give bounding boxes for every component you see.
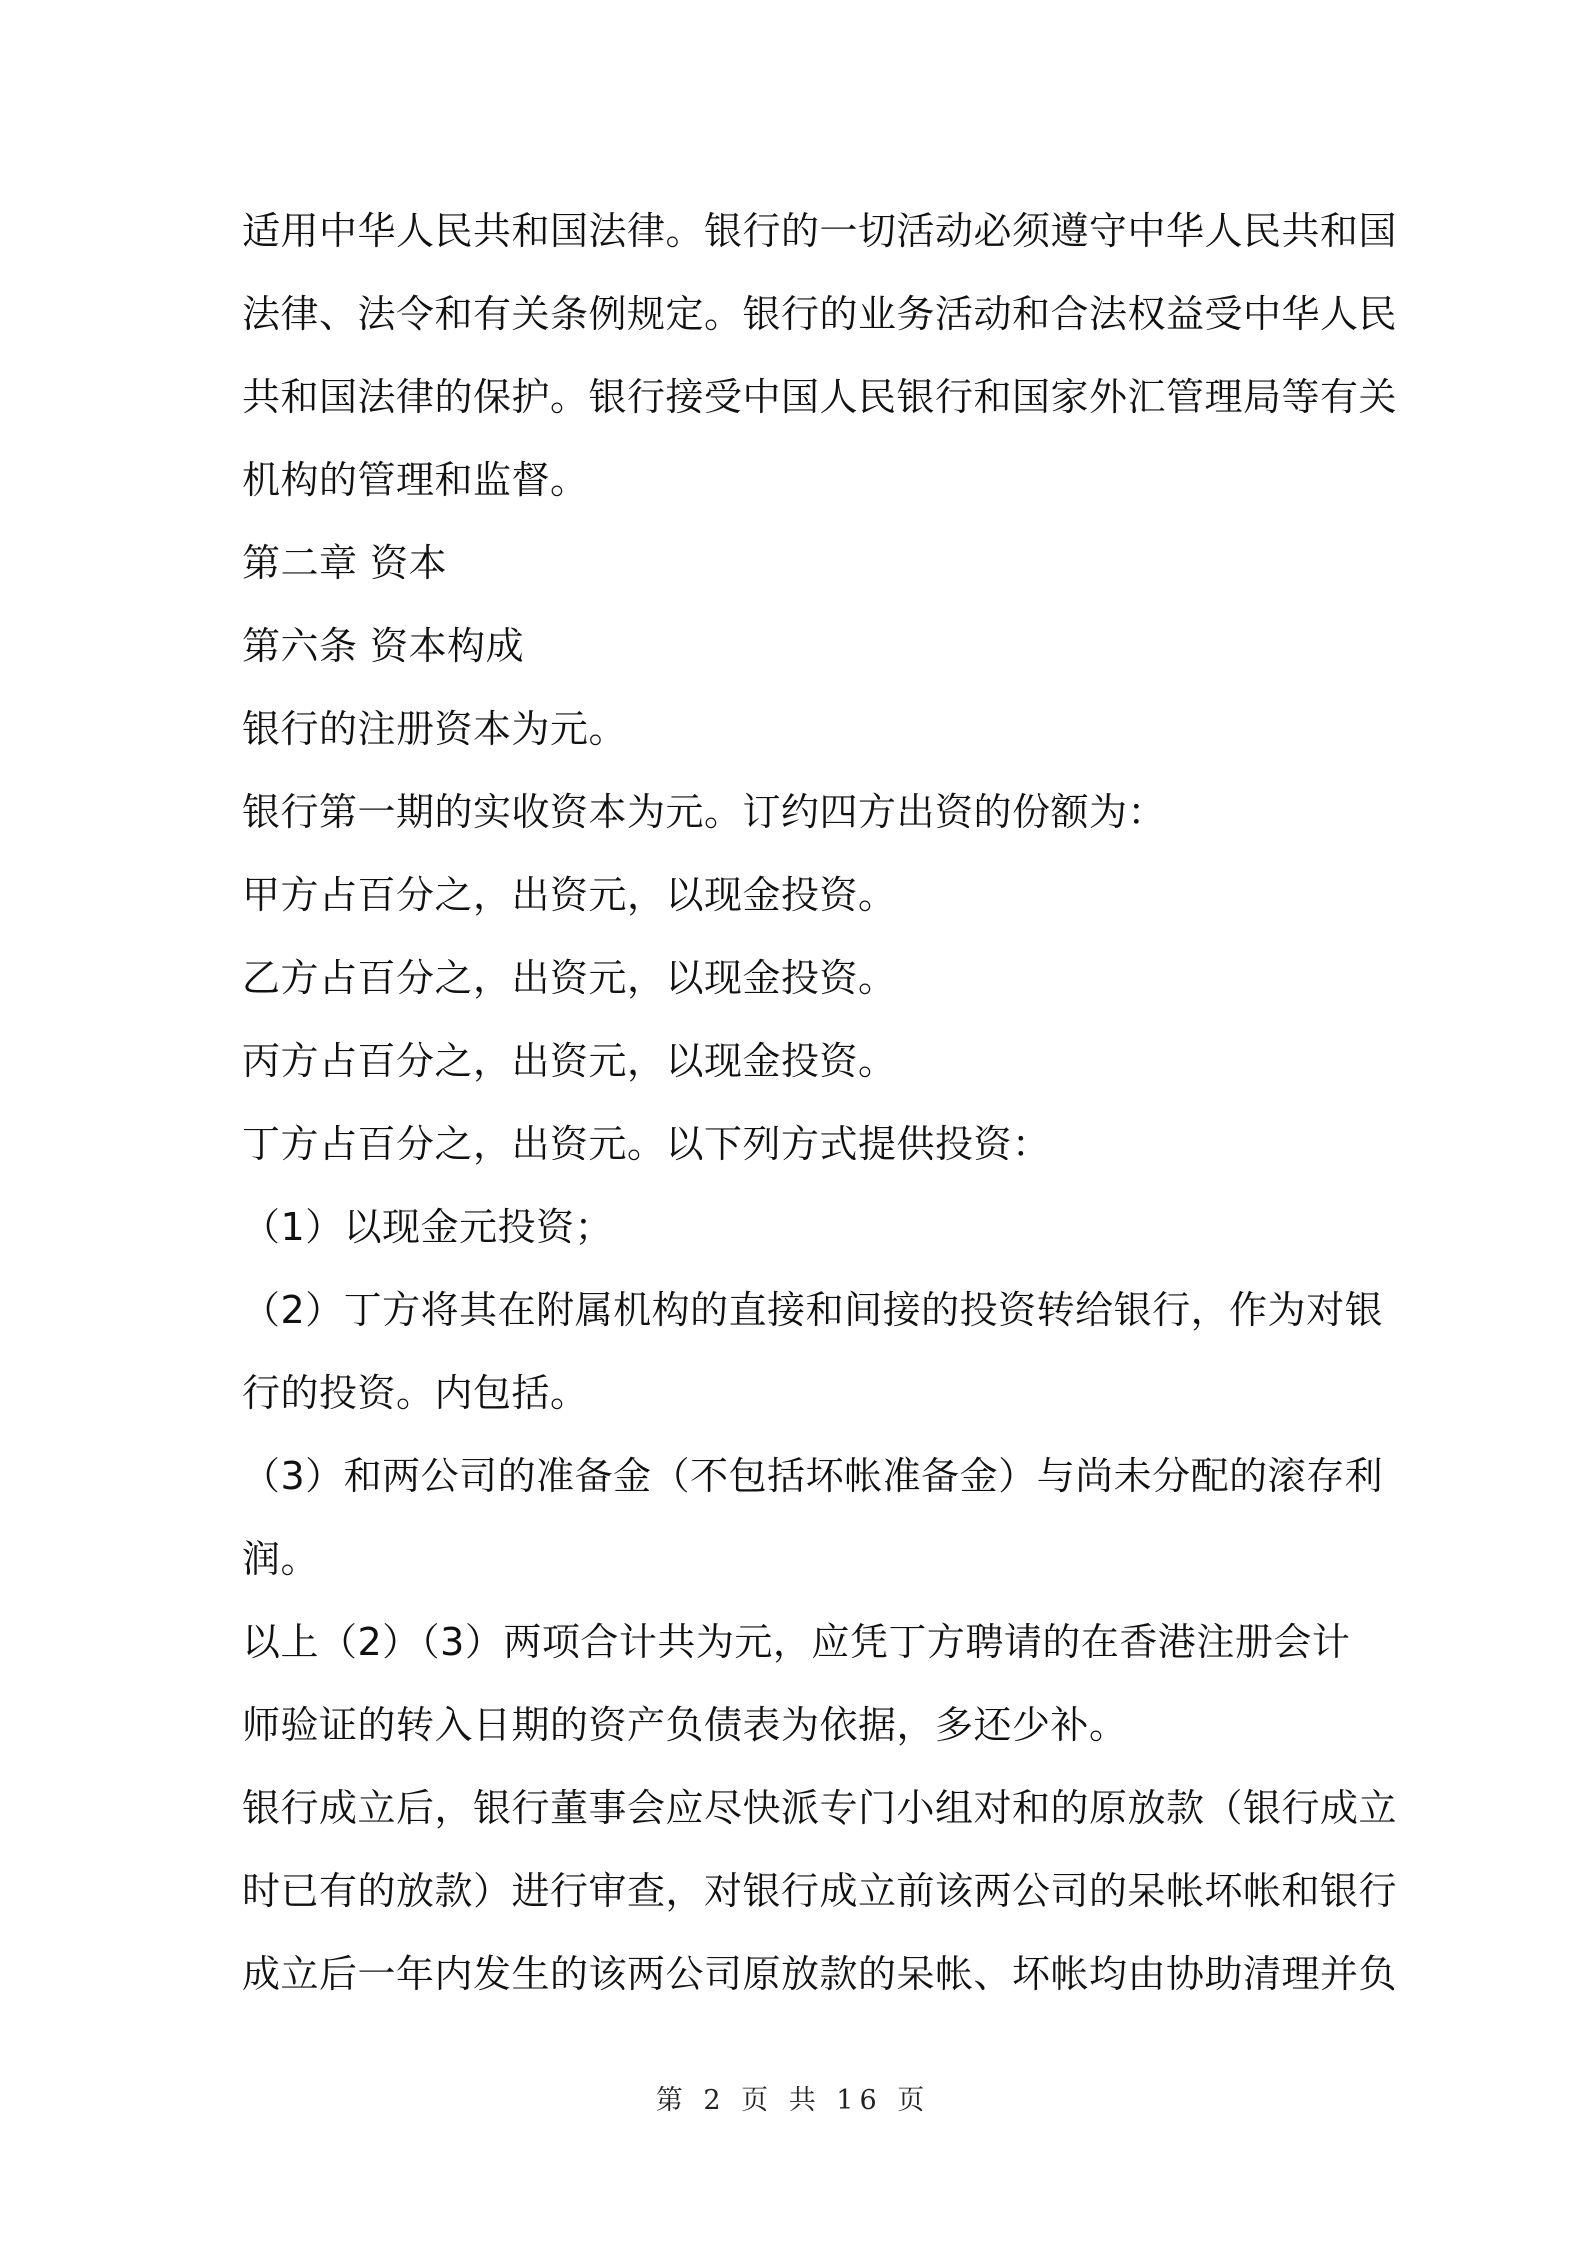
text-line: 甲方占百分之，出资元，以现金投资。 [242,873,897,917]
text-line: 以上（2）（3）两项合计共为元，应凭丁方聘请的在香港注册会计 [242,1620,1351,1664]
list-item: （1）以现金元投资； [242,1205,614,1249]
text-line: 法律、法令和有关条例规定。银行的业务活动和合法权益受中华人民 [242,292,1398,336]
text-line: 时已有的放款）进行审查，对银行成立前该两公司的呆帐坏帐和银行 [242,1869,1398,1913]
text-line: 银行成立后，银行董事会应尽快派专门小组对和的原放款（银行成立 [242,1786,1398,1830]
text-line: 师验证的转入日期的资产负债表为依据，多还少补。 [242,1703,1128,1747]
list-item: （3）和两公司的准备金（不包括坏帐准备金）与尚未分配的滚存利 [242,1454,1384,1498]
text-line: 丁方占百分之，出资元。以下列方式提供投资： [242,1122,1051,1166]
text-line: 乙方占百分之，出资元，以现金投资。 [242,956,897,1000]
text-line: 润。 [242,1537,320,1581]
text-line: 银行第一期的实收资本为元。订约四方出资的份额为： [242,790,1167,834]
chapter-heading: 第二章 资本 [242,541,448,585]
text-line: 丙方占百分之，出资元，以现金投资。 [242,1039,897,1083]
text-line: 适用中华人民共和国法律。银行的一切活动必须遵守中华人民共和国 [242,209,1398,253]
list-item: （2）丁方将其在附属机构的直接和间接的投资转给银行，作为对银 [242,1288,1384,1332]
text-line: 共和国法律的保护。银行接受中国人民银行和国家外汇管理局等有关 [242,375,1398,419]
page-number: 第 2 页 共 16 页 [655,2085,931,2116]
text-line: 机构的管理和监督。 [242,458,589,502]
text-line: 行的投资。内包括。 [242,1371,589,1415]
text-line: 成立后一年内发生的该两公司原放款的呆帐、坏帐均由协助清理并负 [242,1952,1398,1996]
article-heading: 第六条 资本构成 [242,624,525,668]
text-line: 银行的注册资本为元。 [242,707,628,751]
body-text [242,190,1398,2016]
